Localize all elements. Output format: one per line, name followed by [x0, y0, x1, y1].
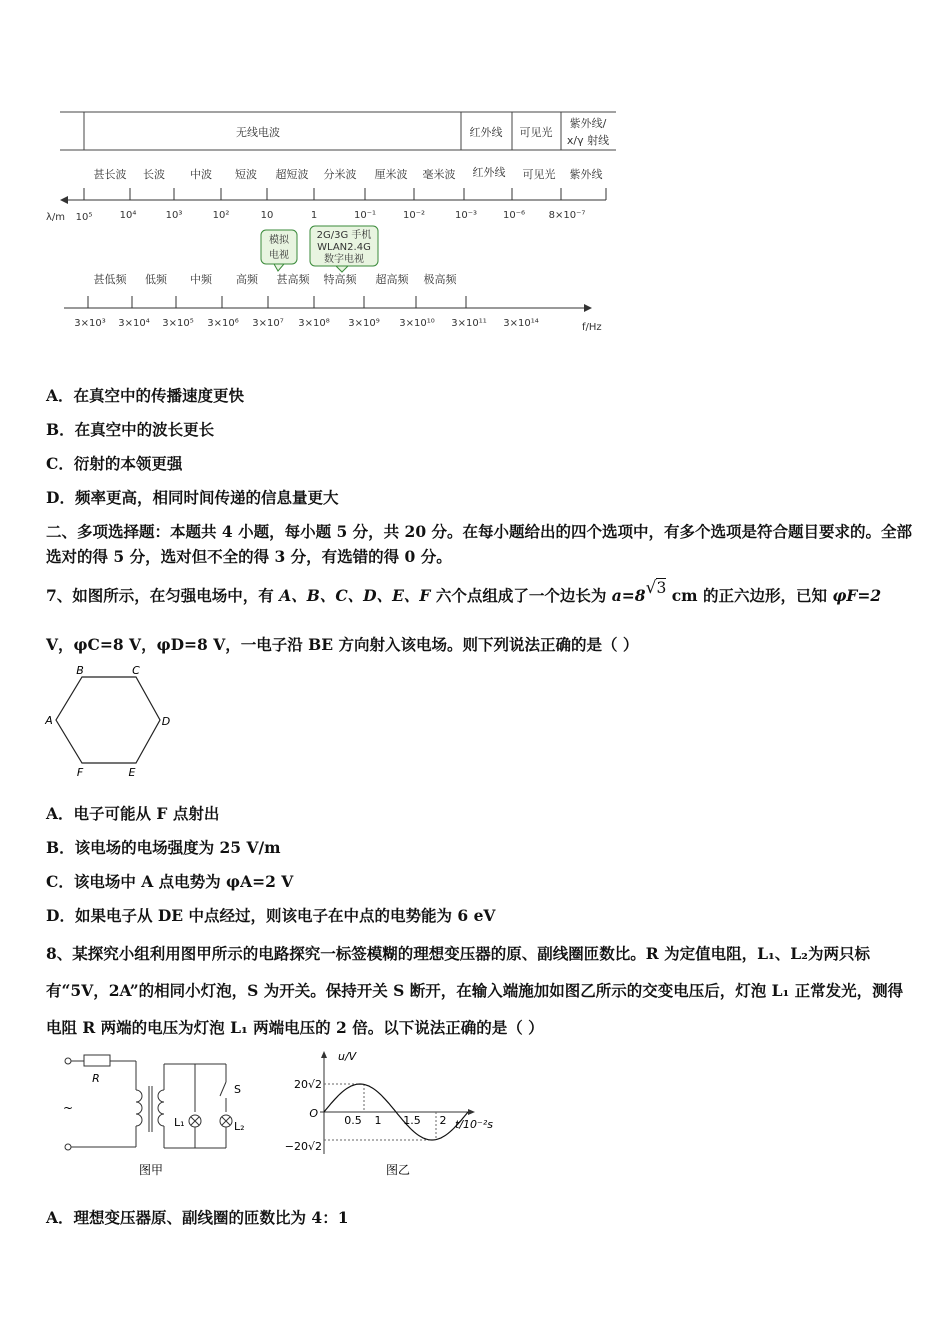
lambda-tick: 8×10⁻⁷	[548, 210, 586, 221]
ac-source-icon: ~	[62, 1101, 74, 1115]
graph-t-tick: 1.5	[403, 1114, 421, 1127]
q7-option-a: A．电子可能从 F 点射出	[46, 804, 220, 823]
spectrum-figure	[46, 100, 626, 345]
lambda-label: λ/m	[46, 212, 66, 223]
hex-label-B: B	[76, 664, 84, 677]
q7-option-b: B．该电场的电场强度为 25 V/m	[46, 838, 281, 857]
hex-label-F: F	[76, 766, 84, 779]
voltage-graph	[276, 1050, 496, 1180]
q6-option-c: C．衍射的本领更强	[46, 454, 183, 473]
wave-name: 长波	[143, 168, 165, 181]
q7-side: a=8	[611, 586, 646, 605]
wave-name: 短波	[235, 168, 257, 181]
band-xray: x/γ 射线	[566, 134, 610, 147]
freq-tick: 3×10¹⁴	[503, 318, 539, 329]
graph-vmax: 20√2	[293, 1078, 322, 1091]
lambda-tick: 10	[260, 210, 274, 221]
graph-t-label: t/10⁻²s	[455, 1118, 493, 1131]
graph-u-label: u/V	[338, 1050, 357, 1063]
wave-name: 中波	[190, 168, 212, 181]
lambda-tick: 10⁻²	[402, 210, 426, 221]
circuit-R-label: R	[92, 1072, 100, 1085]
lambda-tick: 10⁻⁶	[502, 210, 526, 221]
hex-label-E: E	[128, 766, 136, 779]
circuit-caption: 图甲	[138, 1163, 164, 1177]
q7-phiF: φF=2	[832, 586, 882, 605]
wave-name: 可见光	[522, 168, 556, 181]
q7-stem-line2: V，φC=8 V，φD=8 V，一电子沿 BE 方向射入该电场。则下列说法正确的是（ ）	[46, 635, 639, 654]
freq-name: 甚高频	[276, 273, 310, 286]
band-visible: 可见光	[519, 126, 553, 139]
q7-points: A、B、C、D、E、F	[279, 586, 431, 605]
q7-text: 7、如图所示，在匀强电场中，有	[46, 586, 274, 605]
callout-tv: 模拟	[269, 235, 289, 246]
freq-tick: 3×10⁷	[252, 318, 284, 329]
freq-label: f/Hz	[582, 322, 602, 333]
q7-option-d: D．如果电子从 DE 中点经过，则该电子在中点的电势能为 6 eV	[46, 906, 496, 925]
q7-text: cm 的正六边形，已知	[671, 586, 827, 605]
graph-caption: 图乙	[385, 1163, 411, 1177]
wave-name: 红外线	[472, 166, 506, 179]
band-infrared: 红外线	[469, 126, 503, 139]
lambda-tick: 10⁴	[119, 210, 137, 221]
freq-tick: 3×10⁸	[298, 318, 330, 329]
hex-label-C: C	[132, 664, 140, 677]
band-uv: 紫外线/	[569, 117, 607, 130]
hex-label-D: D	[161, 715, 171, 728]
callout-tv: 电视	[269, 250, 289, 261]
circuit-S-label: S	[234, 1083, 241, 1096]
freq-tick: 3×10⁴	[118, 318, 150, 329]
q6-option-d: D．频率更高，相同时间传递的信息量更大	[46, 488, 339, 507]
freq-tick: 3×10⁹	[348, 318, 380, 329]
graph-t-tick: 0.5	[344, 1114, 362, 1127]
freq-name: 特高频	[323, 273, 357, 286]
wave-name: 分米波	[323, 168, 357, 181]
wave-name: 甚长波	[93, 168, 127, 181]
wave-name-labels	[94, 165, 603, 181]
freq-name: 中频	[190, 273, 212, 286]
q7-option-c: C．该电场中 A 点电势为 φA=2 V	[46, 872, 294, 891]
wave-name: 紫外线	[569, 168, 603, 181]
q8-stem: 8、某探究小组利用图甲所示的电路探究一标签模糊的理想变压器的原、副线圈匝数比。R 为定值电阻，L₁、L₂为两只标有“5V，2A”的相同小灯泡，S 为开关。保持开关 S 断开，在输入端施加如图乙所示的交变电压后，灯泡 L₁ 正常发光，测得电阻 R 两端的电压为灯泡 L₁ 两端电压的 2 倍。以下说法正确的是（ ）	[46, 944, 904, 1037]
circuit-L2-label: L₂	[234, 1120, 245, 1133]
callout-phone: 2G/3G 手机	[316, 230, 372, 241]
hex-label-A: A	[45, 714, 53, 727]
wave-name: 厘米波	[374, 168, 408, 181]
freq-name: 超高频	[375, 273, 409, 286]
freq-tick: 3×10¹¹	[451, 318, 487, 329]
wave-name: 毫米波	[422, 168, 456, 181]
lambda-tick: 10⁵	[75, 212, 93, 223]
lambda-tick-labels	[76, 210, 586, 223]
q6-option-b: B．在真空中的波长更长	[46, 420, 215, 439]
freq-tick-labels	[74, 318, 538, 329]
graph-origin: O	[309, 1107, 318, 1120]
callout-phone: 数字电视	[324, 254, 364, 265]
callout-phone: WLAN2.4G	[317, 242, 371, 253]
graph-vmin: −20√2	[284, 1140, 322, 1153]
freq-name: 高频	[236, 273, 258, 286]
freq-name-labels	[94, 272, 458, 286]
sqrt-symbol: √	[645, 578, 657, 598]
wave-name: 超短波	[275, 168, 309, 181]
lambda-tick: 10⁻¹	[353, 210, 377, 221]
q7-sqrt: 3	[656, 579, 667, 597]
circuit-figure	[58, 1050, 268, 1180]
q7-text: 六个点组成了一个边长为	[435, 586, 607, 605]
hexagon-figure	[44, 662, 174, 782]
freq-tick: 3×10³	[74, 318, 106, 329]
freq-tick: 3×10⁶	[207, 318, 239, 329]
freq-tick: 3×10⁵	[162, 318, 194, 329]
circuit-L1-label: L₁	[174, 1116, 185, 1129]
lambda-tick: 10⁻³	[454, 210, 478, 221]
lambda-tick: 10³	[165, 210, 183, 221]
band-radio: 无线电波	[236, 126, 280, 139]
freq-name: 极高频	[423, 273, 457, 286]
freq-name: 低频	[145, 273, 167, 286]
freq-tick: 3×10¹⁰	[399, 318, 435, 329]
graph-t-tick: 2	[439, 1114, 447, 1127]
freq-name: 甚低频	[93, 273, 127, 286]
lambda-tick: 1	[310, 210, 318, 221]
q6-option-a: A．在真空中的传播速度更快	[46, 386, 245, 405]
q8-option-a: A．理想变压器原、副线圈的匝数比为 4：1	[46, 1208, 349, 1227]
q7-stem-line1	[46, 578, 882, 606]
graph-t-tick: 1	[374, 1114, 382, 1127]
section2-instructions: 二、多项选择题：本题共 4 小题，每小题 5 分，共 20 分。在每小题给出的四个选项中，有多个选项是符合题目要求的。全部选对的得 5 分，选对但不全的得 3 分，有选错的得 0 分。	[46, 522, 913, 566]
lambda-tick: 10²	[212, 210, 230, 221]
